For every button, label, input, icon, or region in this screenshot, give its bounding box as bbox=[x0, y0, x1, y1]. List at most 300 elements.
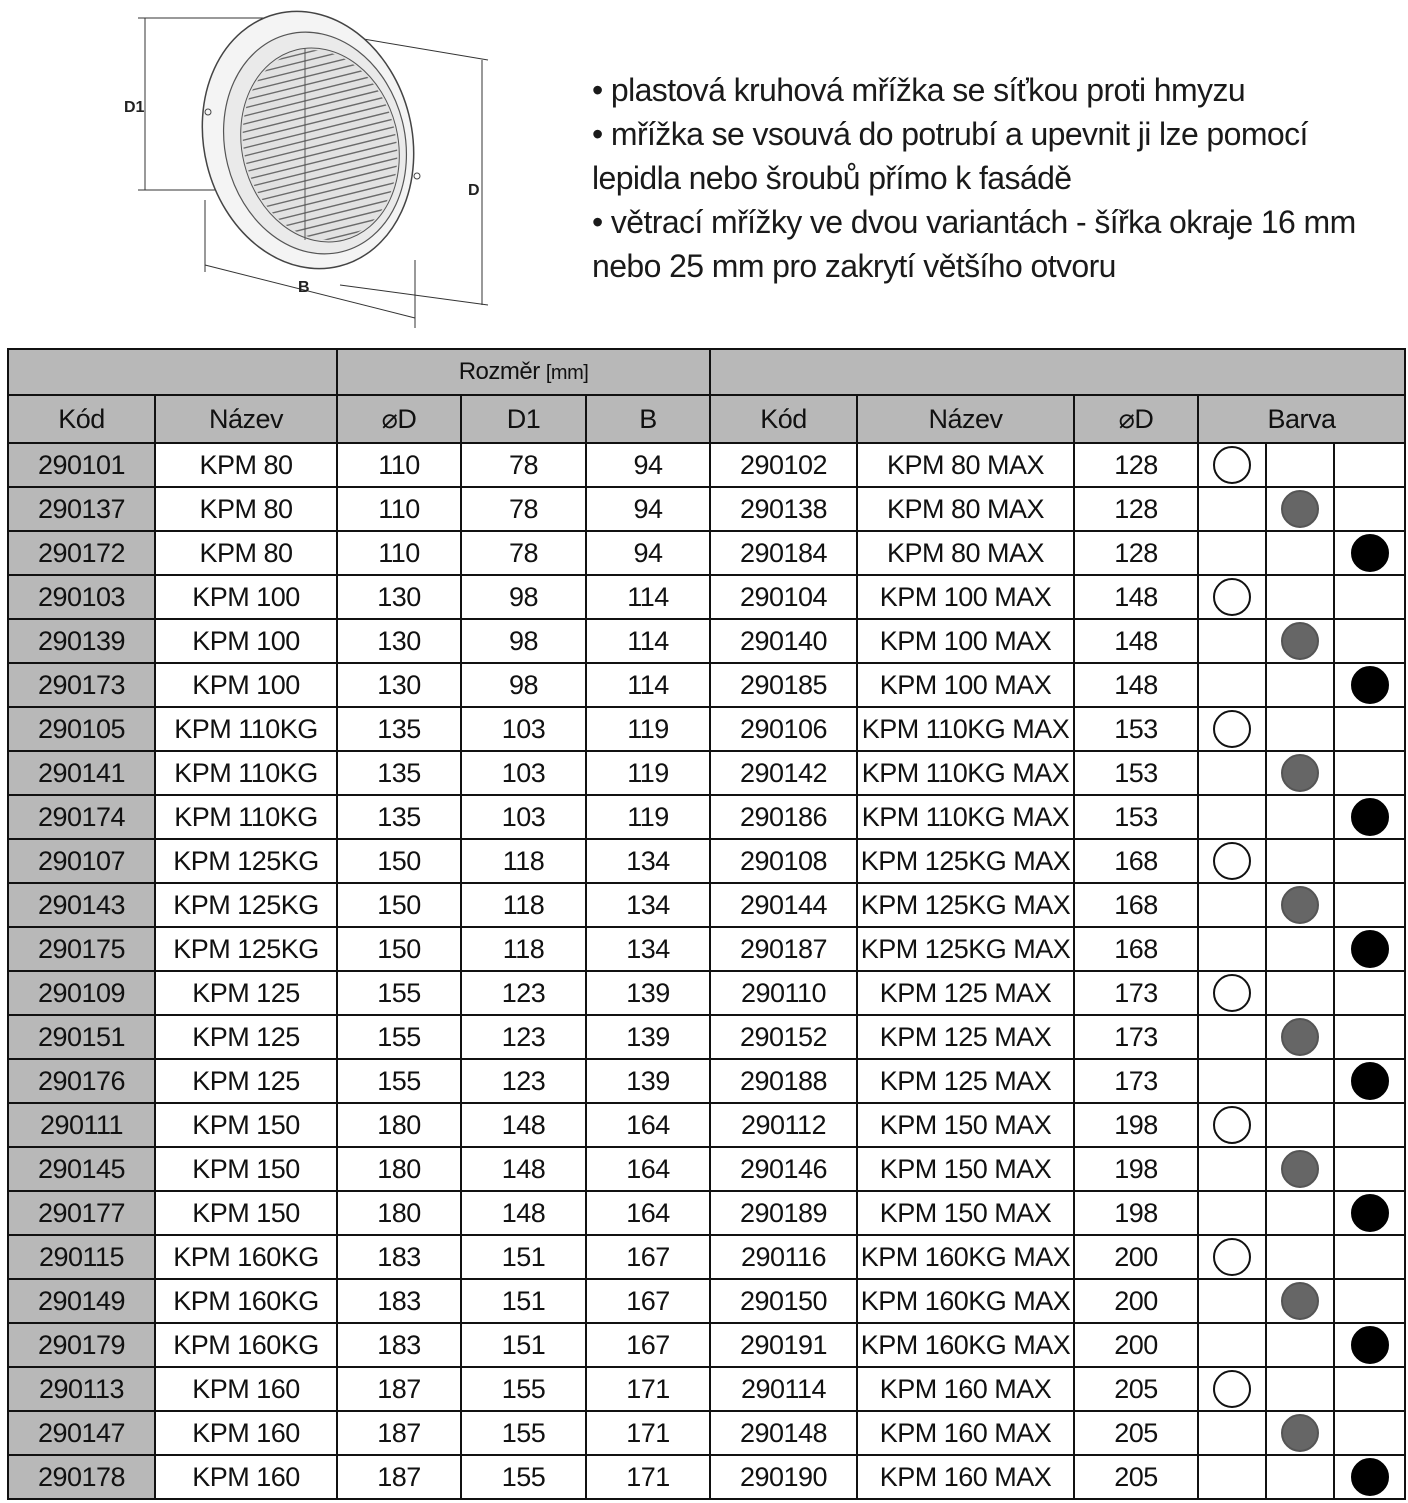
cell-code-max: 290189 bbox=[710, 1191, 857, 1235]
color-cell-white bbox=[1198, 1279, 1266, 1323]
color-cell-gray bbox=[1266, 1235, 1334, 1279]
color-cell-black bbox=[1334, 531, 1405, 575]
color-swatch-gray-icon bbox=[1281, 1018, 1319, 1056]
cell-diameter-d1: 118 bbox=[461, 927, 586, 971]
cell-code: 290173 bbox=[8, 663, 155, 707]
color-cell-gray bbox=[1266, 1191, 1334, 1235]
cell-code-max: 290116 bbox=[710, 1235, 857, 1279]
color-cell-gray bbox=[1266, 1147, 1334, 1191]
cell-diameter-max: 168 bbox=[1074, 927, 1198, 971]
cell-code-max: 290186 bbox=[710, 795, 857, 839]
cell-width-b: 94 bbox=[586, 531, 710, 575]
cell-diameter-d1: 155 bbox=[461, 1411, 586, 1455]
table-row bbox=[8, 1411, 1405, 1455]
cell-diameter-max: 198 bbox=[1074, 1191, 1198, 1235]
product-spec-table bbox=[7, 348, 1406, 1500]
cell-name: KPM 125KG bbox=[155, 927, 337, 971]
table-row bbox=[8, 1235, 1405, 1279]
cell-width-b: 94 bbox=[586, 443, 710, 487]
cell-name: KPM 100 bbox=[155, 575, 337, 619]
color-cell-white bbox=[1198, 1191, 1266, 1235]
color-cell-white bbox=[1198, 443, 1266, 487]
color-cell-black bbox=[1334, 575, 1405, 619]
cell-name: KPM 110KG bbox=[155, 751, 337, 795]
cell-name: KPM 100 bbox=[155, 663, 337, 707]
cell-diameter-d: 187 bbox=[337, 1411, 461, 1455]
color-cell-gray bbox=[1266, 971, 1334, 1015]
color-cell-black bbox=[1334, 443, 1405, 487]
cell-width-b: 171 bbox=[586, 1411, 710, 1455]
cell-code: 290111 bbox=[8, 1103, 155, 1147]
cell-diameter-max: 148 bbox=[1074, 575, 1198, 619]
color-cell-gray bbox=[1266, 1411, 1334, 1455]
color-cell-white bbox=[1198, 839, 1266, 883]
cell-diameter-d1: 78 bbox=[461, 531, 586, 575]
cell-code-max: 290138 bbox=[710, 487, 857, 531]
grille-body bbox=[176, 0, 441, 291]
color-swatch-black-icon bbox=[1351, 1194, 1389, 1232]
cell-diameter-d1: 148 bbox=[461, 1147, 586, 1191]
cell-diameter-d: 135 bbox=[337, 795, 461, 839]
color-swatch-black-icon bbox=[1351, 798, 1389, 836]
cell-diameter-d: 155 bbox=[337, 1059, 461, 1103]
cell-diameter-d: 150 bbox=[337, 883, 461, 927]
cell-name-max: KPM 110KG MAX bbox=[857, 795, 1074, 839]
color-cell-white bbox=[1198, 971, 1266, 1015]
cell-code: 290176 bbox=[8, 1059, 155, 1103]
cell-diameter-max: 173 bbox=[1074, 971, 1198, 1015]
cell-diameter-d1: 103 bbox=[461, 795, 586, 839]
cell-width-b: 114 bbox=[586, 575, 710, 619]
cell-diameter-max: 205 bbox=[1074, 1367, 1198, 1411]
color-cell-gray bbox=[1266, 883, 1334, 927]
cell-code-max: 290102 bbox=[710, 443, 857, 487]
cell-code: 290151 bbox=[8, 1015, 155, 1059]
cell-diameter-d: 183 bbox=[337, 1235, 461, 1279]
cell-code-max: 290110 bbox=[710, 971, 857, 1015]
cell-code: 290107 bbox=[8, 839, 155, 883]
cell-diameter-d1: 148 bbox=[461, 1191, 586, 1235]
cell-diameter-d1: 123 bbox=[461, 1059, 586, 1103]
cell-diameter-max: 153 bbox=[1074, 795, 1198, 839]
cell-name: KPM 150 bbox=[155, 1103, 337, 1147]
cell-name-max: KPM 150 MAX bbox=[857, 1191, 1074, 1235]
table-row bbox=[8, 839, 1405, 883]
cell-diameter-d1: 98 bbox=[461, 619, 586, 663]
cell-diameter-max: 198 bbox=[1074, 1103, 1198, 1147]
color-swatch-gray-icon bbox=[1281, 754, 1319, 792]
header-nazev-left: Název bbox=[155, 395, 337, 443]
cell-name: KPM 125KG bbox=[155, 883, 337, 927]
cell-diameter-max: 168 bbox=[1074, 883, 1198, 927]
color-cell-gray bbox=[1266, 487, 1334, 531]
color-swatch-gray-icon bbox=[1281, 1414, 1319, 1452]
cell-width-b: 167 bbox=[586, 1279, 710, 1323]
color-cell-gray bbox=[1266, 795, 1334, 839]
cell-name: KPM 160KG bbox=[155, 1323, 337, 1367]
color-swatch-black-icon bbox=[1351, 930, 1389, 968]
cell-diameter-d1: 78 bbox=[461, 443, 586, 487]
color-swatch-black-icon bbox=[1351, 1062, 1389, 1100]
color-cell-black bbox=[1334, 971, 1405, 1015]
color-cell-gray bbox=[1266, 443, 1334, 487]
color-swatch-gray-icon bbox=[1281, 886, 1319, 924]
color-cell-black bbox=[1334, 1103, 1405, 1147]
cell-code-max: 290140 bbox=[710, 619, 857, 663]
header-dimensions: Rozměr [mm] bbox=[337, 349, 710, 395]
cell-diameter-d: 183 bbox=[337, 1279, 461, 1323]
color-swatch-black-icon bbox=[1351, 1326, 1389, 1364]
cell-name-max: KPM 100 MAX bbox=[857, 575, 1074, 619]
table-row bbox=[8, 1015, 1405, 1059]
cell-diameter-d: 130 bbox=[337, 619, 461, 663]
color-cell-gray bbox=[1266, 1015, 1334, 1059]
label-b: B bbox=[298, 279, 310, 296]
cell-width-b: 167 bbox=[586, 1235, 710, 1279]
header-kod-left: Kód bbox=[8, 395, 155, 443]
color-swatch-gray-icon bbox=[1281, 490, 1319, 528]
color-cell-white bbox=[1198, 1323, 1266, 1367]
color-cell-gray bbox=[1266, 1279, 1334, 1323]
cell-name-max: KPM 125KG MAX bbox=[857, 883, 1074, 927]
cell-diameter-d: 180 bbox=[337, 1147, 461, 1191]
cell-code-max: 290185 bbox=[710, 663, 857, 707]
cell-name-max: KPM 100 MAX bbox=[857, 663, 1074, 707]
color-cell-black bbox=[1334, 1455, 1405, 1499]
color-swatch-gray-icon bbox=[1281, 1282, 1319, 1320]
cell-diameter-max: 200 bbox=[1074, 1323, 1198, 1367]
color-cell-gray bbox=[1266, 1367, 1334, 1411]
cell-diameter-d1: 78 bbox=[461, 487, 586, 531]
cell-width-b: 164 bbox=[586, 1103, 710, 1147]
cell-code-max: 290184 bbox=[710, 531, 857, 575]
cell-diameter-max: 205 bbox=[1074, 1411, 1198, 1455]
color-cell-black bbox=[1334, 1147, 1405, 1191]
cell-code-max: 290190 bbox=[710, 1455, 857, 1499]
cell-name: KPM 80 bbox=[155, 487, 337, 531]
cell-diameter-max: 205 bbox=[1074, 1455, 1198, 1499]
cell-code-max: 290146 bbox=[710, 1147, 857, 1191]
cell-code: 290101 bbox=[8, 443, 155, 487]
cell-code-max: 290106 bbox=[710, 707, 857, 751]
color-cell-black bbox=[1334, 1059, 1405, 1103]
cell-name-max: KPM 125KG MAX bbox=[857, 839, 1074, 883]
color-cell-black bbox=[1334, 1015, 1405, 1059]
cell-code-max: 290187 bbox=[710, 927, 857, 971]
cell-diameter-d1: 123 bbox=[461, 971, 586, 1015]
color-swatch-white-icon bbox=[1213, 578, 1251, 616]
cell-diameter-max: 198 bbox=[1074, 1147, 1198, 1191]
cell-diameter-d: 130 bbox=[337, 663, 461, 707]
cell-name-max: KPM 125 MAX bbox=[857, 1059, 1074, 1103]
cell-diameter-d: 180 bbox=[337, 1103, 461, 1147]
cell-name: KPM 125 bbox=[155, 1059, 337, 1103]
color-cell-white bbox=[1198, 927, 1266, 971]
cell-diameter-max: 173 bbox=[1074, 1059, 1198, 1103]
color-cell-black bbox=[1334, 1191, 1405, 1235]
cell-code-max: 290150 bbox=[710, 1279, 857, 1323]
cell-code-max: 290104 bbox=[710, 575, 857, 619]
cell-diameter-d: 187 bbox=[337, 1455, 461, 1499]
cell-diameter-d1: 123 bbox=[461, 1015, 586, 1059]
color-cell-gray bbox=[1266, 1455, 1334, 1499]
color-swatch-white-icon bbox=[1213, 1238, 1251, 1276]
color-cell-black bbox=[1334, 1411, 1405, 1455]
table-row bbox=[8, 707, 1405, 751]
cell-name: KPM 110KG bbox=[155, 795, 337, 839]
color-cell-black bbox=[1334, 795, 1405, 839]
cell-code: 290141 bbox=[8, 751, 155, 795]
cell-width-b: 139 bbox=[586, 971, 710, 1015]
header-d-right: ⌀D bbox=[1074, 395, 1198, 443]
cell-diameter-d1: 148 bbox=[461, 1103, 586, 1147]
cell-code-max: 290142 bbox=[710, 751, 857, 795]
cell-code: 290172 bbox=[8, 531, 155, 575]
cell-code: 290109 bbox=[8, 971, 155, 1015]
color-cell-white bbox=[1198, 1015, 1266, 1059]
cell-code: 290149 bbox=[8, 1279, 155, 1323]
cell-diameter-d: 110 bbox=[337, 487, 461, 531]
cell-name-max: KPM 100 MAX bbox=[857, 619, 1074, 663]
feature-item: • plastová kruhová mřížka se síťkou proti hmyzu bbox=[592, 72, 1246, 108]
color-cell-white bbox=[1198, 575, 1266, 619]
color-cell-black bbox=[1334, 1279, 1405, 1323]
cell-diameter-max: 148 bbox=[1074, 663, 1198, 707]
header-blank-right bbox=[710, 349, 1405, 395]
color-swatch-black-icon bbox=[1351, 534, 1389, 572]
table-row bbox=[8, 443, 1405, 487]
cell-diameter-d1: 151 bbox=[461, 1323, 586, 1367]
cell-diameter-d1: 118 bbox=[461, 839, 586, 883]
color-cell-black bbox=[1334, 487, 1405, 531]
table-row bbox=[8, 795, 1405, 839]
cell-name-max: KPM 110KG MAX bbox=[857, 751, 1074, 795]
color-swatch-black-icon bbox=[1351, 666, 1389, 704]
color-cell-gray bbox=[1266, 619, 1334, 663]
cell-name: KPM 80 bbox=[155, 443, 337, 487]
cell-diameter-d: 187 bbox=[337, 1367, 461, 1411]
color-cell-gray bbox=[1266, 663, 1334, 707]
cell-diameter-d: 150 bbox=[337, 927, 461, 971]
cell-name: KPM 100 bbox=[155, 619, 337, 663]
cell-name-max: KPM 80 MAX bbox=[857, 443, 1074, 487]
label-d: D bbox=[468, 182, 480, 199]
cell-name-max: KPM 160 MAX bbox=[857, 1411, 1074, 1455]
header-kod-right: Kód bbox=[710, 395, 857, 443]
table-row bbox=[8, 1323, 1405, 1367]
cell-diameter-d1: 151 bbox=[461, 1279, 586, 1323]
cell-code-max: 290148 bbox=[710, 1411, 857, 1455]
table-row bbox=[8, 927, 1405, 971]
cell-diameter-max: 148 bbox=[1074, 619, 1198, 663]
table-row bbox=[8, 883, 1405, 927]
cell-diameter-d: 110 bbox=[337, 531, 461, 575]
color-cell-gray bbox=[1266, 575, 1334, 619]
table-row bbox=[8, 1147, 1405, 1191]
cell-diameter-d: 135 bbox=[337, 751, 461, 795]
table-row bbox=[8, 619, 1405, 663]
table-row bbox=[8, 1059, 1405, 1103]
cell-diameter-d1: 155 bbox=[461, 1455, 586, 1499]
color-swatch-gray-icon bbox=[1281, 622, 1319, 660]
feature-list bbox=[592, 68, 1404, 288]
cell-name: KPM 160 bbox=[155, 1411, 337, 1455]
cell-width-b: 134 bbox=[586, 839, 710, 883]
header-barva: Barva bbox=[1198, 395, 1405, 443]
cell-width-b: 139 bbox=[586, 1059, 710, 1103]
cell-code-max: 290188 bbox=[710, 1059, 857, 1103]
cell-width-b: 114 bbox=[586, 663, 710, 707]
cell-name: KPM 150 bbox=[155, 1147, 337, 1191]
cell-name: KPM 160 bbox=[155, 1455, 337, 1499]
cell-name-max: KPM 160 MAX bbox=[857, 1455, 1074, 1499]
cell-name-max: KPM 125 MAX bbox=[857, 971, 1074, 1015]
cell-code: 290139 bbox=[8, 619, 155, 663]
color-swatch-white-icon bbox=[1213, 1106, 1251, 1144]
cell-code: 290115 bbox=[8, 1235, 155, 1279]
cell-diameter-d1: 118 bbox=[461, 883, 586, 927]
table-row bbox=[8, 1103, 1405, 1147]
cell-name: KPM 125 bbox=[155, 971, 337, 1015]
cell-name-max: KPM 160KG MAX bbox=[857, 1323, 1074, 1367]
cell-diameter-d: 180 bbox=[337, 1191, 461, 1235]
cell-name: KPM 160KG bbox=[155, 1235, 337, 1279]
color-cell-white bbox=[1198, 1059, 1266, 1103]
cell-code: 290174 bbox=[8, 795, 155, 839]
cell-name-max: KPM 110KG MAX bbox=[857, 707, 1074, 751]
cell-name: KPM 150 bbox=[155, 1191, 337, 1235]
cell-code: 290179 bbox=[8, 1323, 155, 1367]
cell-name-max: KPM 80 MAX bbox=[857, 487, 1074, 531]
color-cell-white bbox=[1198, 1367, 1266, 1411]
table-row bbox=[8, 531, 1405, 575]
header-d: ⌀D bbox=[337, 395, 461, 443]
color-cell-gray bbox=[1266, 1323, 1334, 1367]
cell-name: KPM 125KG bbox=[155, 839, 337, 883]
color-cell-gray bbox=[1266, 531, 1334, 575]
cell-diameter-max: 128 bbox=[1074, 487, 1198, 531]
color-cell-black bbox=[1334, 751, 1405, 795]
feature-item: • mřížka se vsouvá do potrubí a upevnit ji lze pomocí lepidla nebo šroubů přímo k fasádě bbox=[592, 116, 1308, 196]
color-cell-gray bbox=[1266, 927, 1334, 971]
color-cell-black bbox=[1334, 883, 1405, 927]
cell-code-max: 290114 bbox=[710, 1367, 857, 1411]
color-cell-white bbox=[1198, 1147, 1266, 1191]
header-blank-left bbox=[8, 349, 337, 395]
round-vent-grille-drawing bbox=[110, 0, 510, 340]
color-cell-black bbox=[1334, 839, 1405, 883]
color-cell-black bbox=[1334, 1367, 1405, 1411]
cell-name-max: KPM 125KG MAX bbox=[857, 927, 1074, 971]
color-cell-white bbox=[1198, 1411, 1266, 1455]
cell-diameter-max: 128 bbox=[1074, 531, 1198, 575]
cell-diameter-d: 130 bbox=[337, 575, 461, 619]
color-cell-white bbox=[1198, 531, 1266, 575]
cell-diameter-d: 110 bbox=[337, 443, 461, 487]
cell-width-b: 164 bbox=[586, 1147, 710, 1191]
cell-code-max: 290108 bbox=[710, 839, 857, 883]
cell-code: 290145 bbox=[8, 1147, 155, 1191]
cell-name: KPM 80 bbox=[155, 531, 337, 575]
cell-code: 290175 bbox=[8, 927, 155, 971]
cell-name-max: KPM 125 MAX bbox=[857, 1015, 1074, 1059]
color-swatch-white-icon bbox=[1213, 1370, 1251, 1408]
color-cell-white bbox=[1198, 619, 1266, 663]
header-nazev-right: Název bbox=[857, 395, 1074, 443]
color-cell-black bbox=[1334, 927, 1405, 971]
cell-diameter-d1: 103 bbox=[461, 751, 586, 795]
color-swatch-white-icon bbox=[1213, 710, 1251, 748]
color-cell-gray bbox=[1266, 839, 1334, 883]
header-b: B bbox=[586, 395, 710, 443]
cell-diameter-max: 168 bbox=[1074, 839, 1198, 883]
cell-name: KPM 110KG bbox=[155, 707, 337, 751]
cell-diameter-d: 155 bbox=[337, 1015, 461, 1059]
color-cell-black bbox=[1334, 707, 1405, 751]
cell-width-b: 119 bbox=[586, 751, 710, 795]
label-d1: D1 bbox=[124, 99, 145, 116]
color-cell-white bbox=[1198, 1103, 1266, 1147]
cell-diameter-max: 153 bbox=[1074, 751, 1198, 795]
table-row bbox=[8, 1279, 1405, 1323]
color-swatch-black-icon bbox=[1351, 1458, 1389, 1496]
cell-name: KPM 160 bbox=[155, 1367, 337, 1411]
cell-name-max: KPM 160KG MAX bbox=[857, 1279, 1074, 1323]
cell-code: 290147 bbox=[8, 1411, 155, 1455]
cell-diameter-max: 200 bbox=[1074, 1279, 1198, 1323]
cell-width-b: 139 bbox=[586, 1015, 710, 1059]
cell-diameter-max: 153 bbox=[1074, 707, 1198, 751]
cell-diameter-d1: 98 bbox=[461, 663, 586, 707]
table-row bbox=[8, 1191, 1405, 1235]
table-row bbox=[8, 1455, 1405, 1499]
color-cell-gray bbox=[1266, 751, 1334, 795]
cell-diameter-max: 200 bbox=[1074, 1235, 1198, 1279]
cell-diameter-d1: 103 bbox=[461, 707, 586, 751]
cell-width-b: 134 bbox=[586, 883, 710, 927]
cell-width-b: 134 bbox=[586, 927, 710, 971]
color-swatch-white-icon bbox=[1213, 446, 1251, 484]
table-row bbox=[8, 971, 1405, 1015]
table-row bbox=[8, 1367, 1405, 1411]
color-cell-gray bbox=[1266, 1059, 1334, 1103]
cell-diameter-d: 135 bbox=[337, 707, 461, 751]
color-cell-white bbox=[1198, 1235, 1266, 1279]
cell-width-b: 164 bbox=[586, 1191, 710, 1235]
cell-width-b: 119 bbox=[586, 795, 710, 839]
color-cell-black bbox=[1334, 1235, 1405, 1279]
header-d1: D1 bbox=[461, 395, 586, 443]
cell-code-max: 290112 bbox=[710, 1103, 857, 1147]
table-row bbox=[8, 487, 1405, 531]
cell-name-max: KPM 160 MAX bbox=[857, 1367, 1074, 1411]
cell-diameter-max: 128 bbox=[1074, 443, 1198, 487]
feature-item: • větrací mřížky ve dvou variantách - šířka okraje 16 mm nebo 25 mm pro zakrytí většího otvoru bbox=[592, 204, 1356, 284]
color-cell-black bbox=[1334, 619, 1405, 663]
color-cell-white bbox=[1198, 487, 1266, 531]
cell-width-b: 94 bbox=[586, 487, 710, 531]
color-cell-gray bbox=[1266, 1103, 1334, 1147]
cell-width-b: 167 bbox=[586, 1323, 710, 1367]
cell-name-max: KPM 160KG MAX bbox=[857, 1235, 1074, 1279]
cell-diameter-d1: 98 bbox=[461, 575, 586, 619]
color-cell-white bbox=[1198, 663, 1266, 707]
table-row bbox=[8, 575, 1405, 619]
cell-diameter-d1: 155 bbox=[461, 1367, 586, 1411]
cell-code-max: 290191 bbox=[710, 1323, 857, 1367]
cell-name-max: KPM 80 MAX bbox=[857, 531, 1074, 575]
color-cell-white bbox=[1198, 751, 1266, 795]
